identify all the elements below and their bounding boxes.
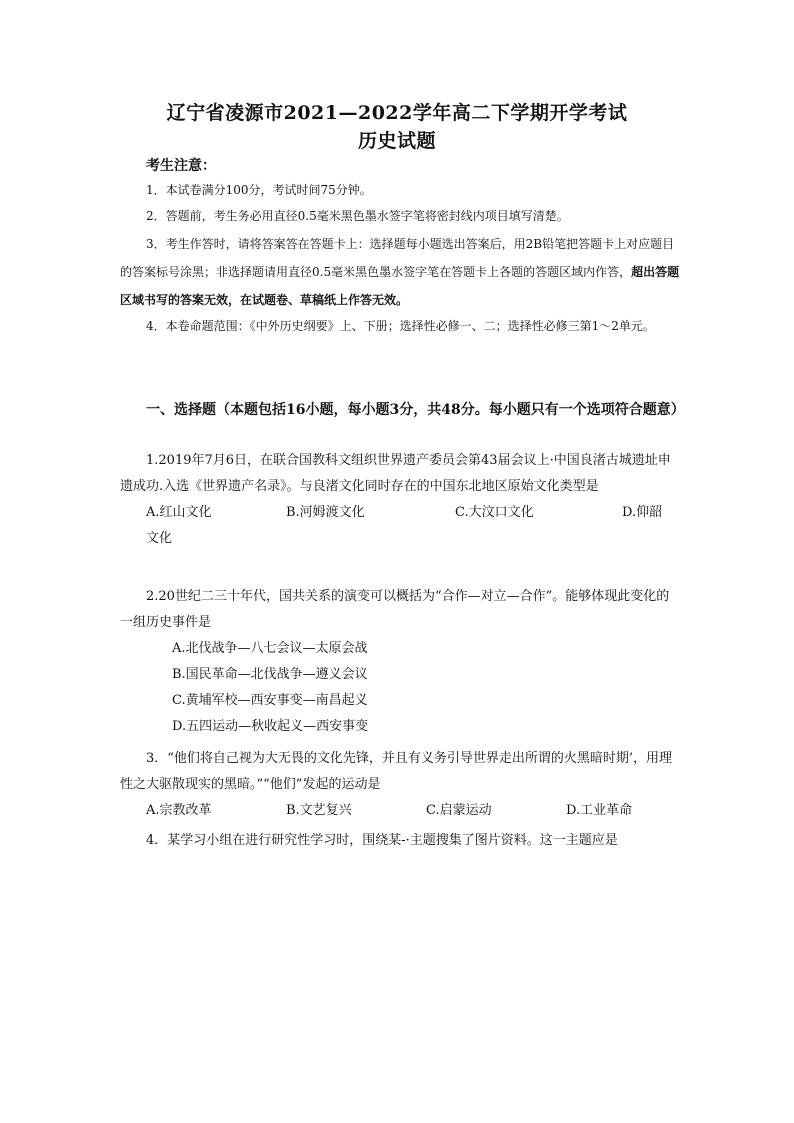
q1-option-d-continued: 文化 (146, 531, 173, 546)
section-heading: 一、选择题（本题包括16小题，每小题3分，共48分。每小题只有一个选项符合题意） (146, 402, 685, 418)
notice-item-4-text: 4．本卷命题范围：《中外历史纲要》上、下册；选择性必修一、二；选择性必修三第1～2单元。 (146, 319, 655, 333)
notice-item-3 (120, 230, 680, 314)
notice-item-2-text: 2．答题前，考生务必用直径0.5毫米黑色墨水签字笔将密封线内项目填写清楚。 (146, 209, 569, 223)
q3-option-c: C.启蒙运动 (426, 803, 492, 818)
question-3 (120, 746, 680, 824)
notice-item-3-bold-text: 超出答题区域书写的答案无效，在试题卷、草稿纸上作答无效。 (120, 265, 680, 307)
notice-heading: 考生注意： (146, 158, 216, 174)
q1-option-b: B.河姆渡文化 (286, 505, 365, 520)
q2-option-d: D.五四运动—秋收起义—西安事变 (172, 719, 369, 734)
question-3-options (120, 798, 680, 824)
q3-option-d: D.工业革命 (566, 803, 633, 818)
q2-option-a: A.北伐战争—八七会议—太原会战 (172, 641, 368, 656)
q1-option-a: A.红山文化 (146, 505, 212, 520)
exam-title: 辽宁省凌源市2021—2022学年高二下学期开学考试 (166, 102, 628, 124)
question-4 (120, 828, 680, 854)
notice-item-1-text: 1．本试卷满分100分，考试时间75分钟。 (146, 183, 372, 197)
question-4-stem: 4．某学习小组在进行研究性学习时，围绕某-·主题搜集了图片资料。这一主题应是 (146, 833, 618, 848)
q1-option-c: C.大汶口文化 (455, 505, 534, 520)
q1-option-d: D.仰韶 (622, 505, 663, 520)
question-1-stem: 1.2019年7月6日，在联合国教科文组织世界遗产委员会第43届会议上·中国良渚古城遗址申遗成功.入选《世界遗产名录》。与良渚文化同时存在的中国东北地区原始文化类型是 (120, 453, 671, 494)
notice-item-2 (120, 202, 680, 230)
question-2 (120, 584, 680, 740)
q3-option-a: A.宗教改革 (146, 803, 212, 818)
q2-option-b: B.国民革命—北伐战争—遵义会议 (172, 667, 368, 682)
question-2-stem: 2.20世纪二三十年代，国共关系的演变可以概括为“合作—对立—合作”。能够体现此变化的一组历史事件是 (120, 589, 670, 630)
notice-item-3-text: 3．考生作答时，请将答案答在答题卡上：选择题每小题选出答案后，用2B铅笔把答题卡上对应题目的答案标号涂黑；非选择题请用直径0.5毫米黑色墨水签字笔在答题卡上各题的答题区域内作答， (120, 237, 675, 279)
notice-item-4 (120, 312, 680, 340)
notice-item-1 (120, 176, 680, 204)
question-3-stem: 3．“他们将自己视为大无畏的文化先锋，并且有义务引导世界走出所谓的火黑暗时期’，用理性之大驱散现实的黑暗。”“他们”发起的运动是 (120, 751, 673, 792)
question-1-options (120, 500, 680, 526)
q3-option-b: B.文艺复兴 (286, 803, 352, 818)
question-1 (120, 448, 680, 552)
exam-subtitle: 历史试题 (357, 130, 436, 152)
q2-option-c: C.黄埔军校—西安事变—南昌起义 (172, 693, 368, 708)
